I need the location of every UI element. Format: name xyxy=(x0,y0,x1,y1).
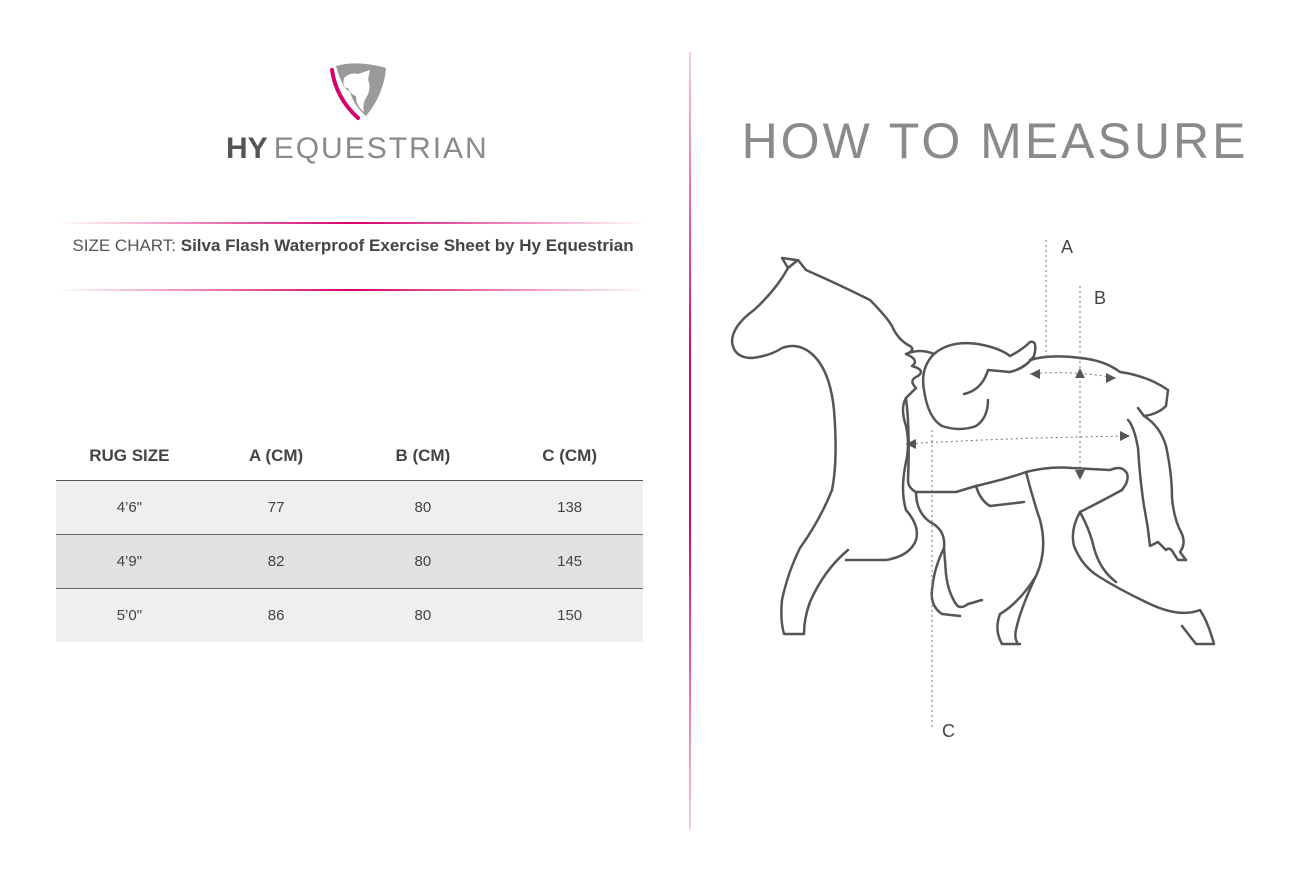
table-row xyxy=(56,589,643,642)
table-cell: 4’9" xyxy=(116,553,143,570)
size-chart-product: Silva Flash Waterproof Exercise Sheet by Hy Equestrian xyxy=(180,236,634,255)
how-to-measure-title: HOW TO MEASURE xyxy=(741,113,1249,169)
brand-name-light: EQUESTRIAN xyxy=(273,132,489,165)
column-header-a: A (CM) xyxy=(249,446,304,465)
size-chart-prefix: SIZE CHART: xyxy=(72,236,176,255)
brand-name-bold: HY xyxy=(226,132,268,165)
table-row xyxy=(56,481,643,535)
measure-label-c: C xyxy=(942,721,955,741)
table-row xyxy=(56,535,643,589)
table-cell: 150 xyxy=(557,607,583,624)
measure-label-b: B xyxy=(1094,288,1107,308)
table-cell: 5’0" xyxy=(116,607,143,624)
column-header-c: C (CM) xyxy=(542,446,597,465)
table-cell: 4’6" xyxy=(116,499,143,516)
column-header-b: B (CM) xyxy=(395,446,451,465)
size-chart-title xyxy=(58,234,648,258)
column-header-rug-size: RUG SIZE xyxy=(89,446,170,465)
brand-logo xyxy=(226,58,490,168)
table-cell: 145 xyxy=(557,553,583,570)
table-cell: 138 xyxy=(557,499,583,516)
table-cell: 86 xyxy=(267,607,285,624)
table-header xyxy=(56,432,643,481)
measure-label-a: A xyxy=(1061,237,1074,257)
vertical-divider xyxy=(689,52,691,830)
table-cell: 80 xyxy=(414,553,432,570)
table-cell: 77 xyxy=(267,499,285,516)
horse-shield-icon xyxy=(326,58,390,122)
table-cell: 82 xyxy=(267,553,285,570)
title-rule-bottom xyxy=(58,289,648,291)
size-table xyxy=(56,432,643,642)
title-rule-top xyxy=(58,222,648,224)
horse-outline-icon xyxy=(720,230,1280,750)
table-cell: 80 xyxy=(414,607,432,624)
brand-wordmark xyxy=(226,132,490,166)
table-cell: 80 xyxy=(414,499,432,516)
